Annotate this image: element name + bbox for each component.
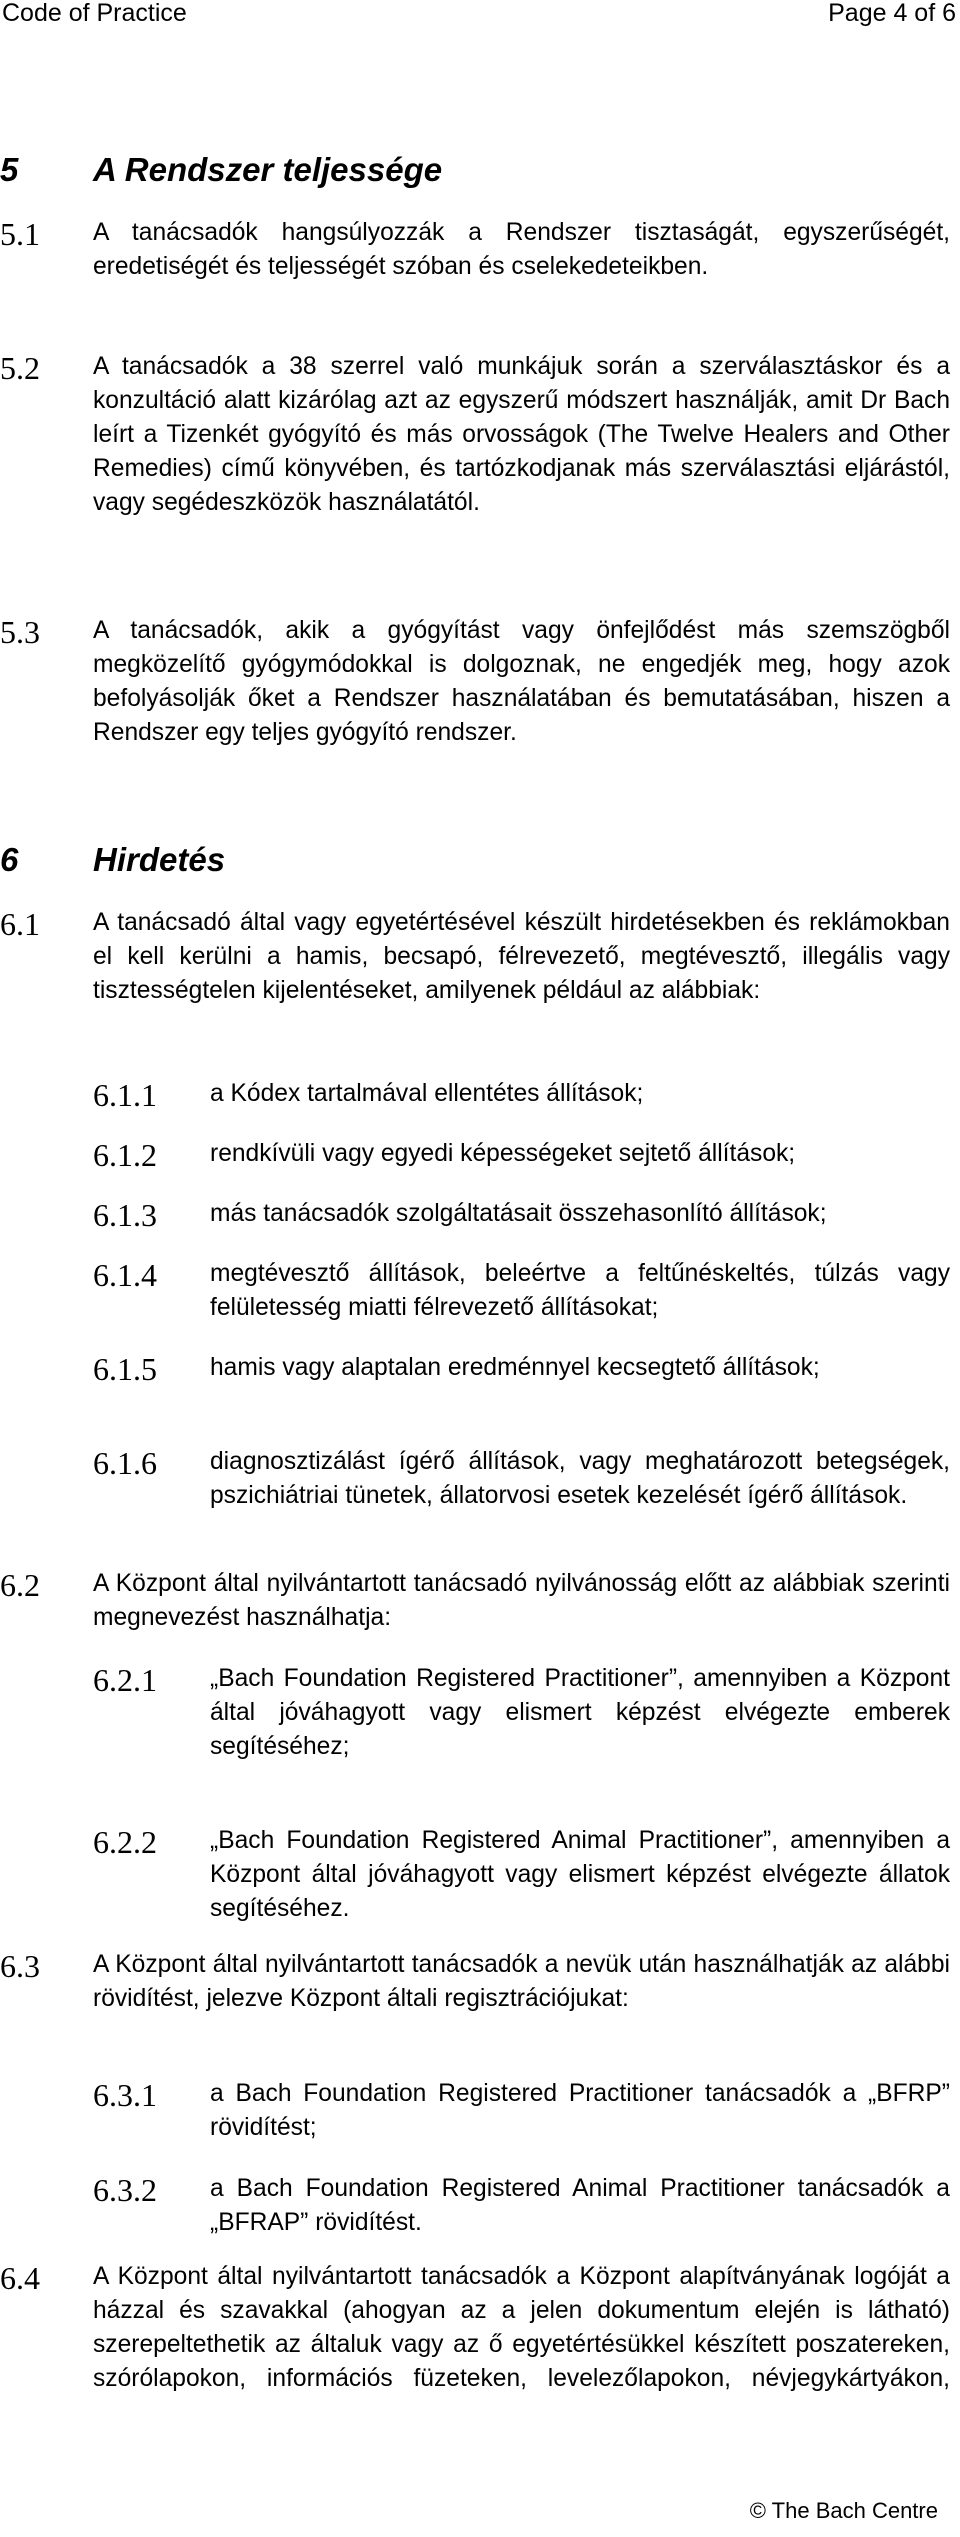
document-title: Code of Practice — [2, 0, 187, 27]
clause-6-3-text: A Központ által nyilvántartott tanácsadók a nevük után használhatják az alábbi rövidítést, jelezve Központ általi regisztrációjukat: — [93, 1951, 950, 2012]
clause-number-6-1: 6.1 — [0, 906, 40, 942]
clause-6-3-1-text: a Bach Foundation Registered Practitioner tanácsadók a „BFRP” rövidítést; — [210, 2080, 950, 2141]
clause-6-1-1-text: a Kódex tartalmával ellentétes állítások; — [210, 1080, 644, 1107]
section-title: A Rendszer teljessége — [93, 151, 443, 188]
clause-number-6-1-2: 6.1.2 — [93, 1137, 157, 1173]
clause-6-4-text: A Központ által nyilvántartott tanácsadók a Központ alapítványának logóját a házzal és szavakkal (ahogyan az a jelen dokumentum elején is látható) szerepeltethetik az általuk vagy az ő egyetértésükkel készített poszatereken, szórólapokon, információs füzeteken, levelezőlapokon, névjegykártyákon, — [93, 2263, 950, 2392]
section-number: 5 — [0, 151, 19, 188]
clause-6-2-text: A Központ által nyilvántartott tanácsadó nyilvánosság előtt az alábbiak szerinti megnevezést használhatja: — [93, 1570, 950, 1631]
clause-number-6-1-4: 6.1.4 — [93, 1257, 157, 1293]
clause-number-6-1-1: 6.1.1 — [93, 1077, 157, 1113]
clause-5-3-text: A tanácsadók, akik a gyógyítást vagy önfejlődést más szemszögből megközelítő gyógymódokkal is dolgoznak, ne engedjék meg, hogy azok befolyásolják őket a Rendszer használatában és bemutatásában, hiszen a Rendszer egy teljes gyógyító rendszer. — [93, 617, 950, 746]
page-number: Page 4 of 6 — [828, 0, 956, 27]
clause-number-5-2: 5.2 — [0, 350, 40, 386]
clause-number-6-2: 6.2 — [0, 1567, 40, 1603]
clause-number-6-2-2: 6.2.2 — [93, 1824, 157, 1860]
clause-6-1-2-text: rendkívüli vagy egyedi képességeket sejtető állítások; — [210, 1140, 796, 1167]
clause-number-5-3: 5.3 — [0, 614, 40, 650]
clause-number-6-1-3: 6.1.3 — [93, 1197, 157, 1233]
copyright-footer: © The Bach Centre — [749, 2498, 938, 2523]
clause-number-5-1: 5.1 — [0, 216, 40, 252]
clause-number-6-3-2: 6.3.2 — [93, 2172, 157, 2208]
clause-5-2-text: A tanácsadók a 38 szerrel való munkájuk során a szerválasztáskor és a konzultáció alatt kizárólag azt az egyszerű módszert használják, amit Dr Bach leírt a Tizenkét gyógyító és más orvosságok (The Twelve Healers and Other Remedies) című könyvében, és tartózkodjanak más szerválasztási eljárástól, vagy segédeszközök használatától. — [93, 353, 950, 516]
clause-6-1-3-text: más tanácsadók szolgáltatásait összehasonlító állítások; — [210, 1200, 827, 1227]
clause-6-1-4-text: megtévesztő állítások, beleértve a feltűnéskeltés, túlzás vagy felületesség miatti félrevezető állításokat; — [210, 1260, 950, 1321]
clause-number-6-3-1: 6.3.1 — [93, 2077, 157, 2113]
clause-number-6-1-5: 6.1.5 — [93, 1351, 157, 1387]
section-number: 6 — [0, 841, 19, 878]
section-title: Hirdetés — [93, 841, 226, 878]
clause-number-6-3: 6.3 — [0, 1948, 40, 1984]
clause-number-6-1-6: 6.1.6 — [93, 1445, 157, 1481]
clause-6-1-6-text: diagnosztizálást ígérő állítások, vagy meghatározott betegségek, pszichiátriai tünetek, állatorvosi esetek kezelését ígérő állítások. — [210, 1448, 950, 1509]
clause-6-3-2-text: a Bach Foundation Registered Animal Practitioner tanácsadók a „BFRAP” rövidítést. — [210, 2175, 950, 2236]
clause-6-2-2-text: „Bach Foundation Registered Animal Practitioner”, amennyiben a Központ által jóváhagyott vagy elismert képzést elvégezte állatok segítéséhez. — [210, 1827, 950, 1922]
clause-6-1-text: A tanácsadó által vagy egyetértésével készült hirdetésekben és reklámokban el kell kerülni a hamis, becsapó, félrevezető, megtévesztő, illegális vagy tisztességtelen kijelentéseket, amilyenek például az alábbiak: — [93, 909, 950, 1004]
page-header — [0, 0, 960, 34]
clause-6-2-1-text: „Bach Foundation Registered Practitioner”, amennyiben a Központ által jóváhagyott vagy elismert képzést elvégezte emberek segítéséhez; — [210, 1665, 950, 1760]
clause-5-1-text: A tanácsadók hangsúlyozzák a Rendszer tisztaságát, egyszerűségét, eredetiségét és teljességét szóban és cselekedeteikben. — [93, 219, 950, 280]
clause-number-6-2-1: 6.2.1 — [93, 1662, 157, 1698]
section-heading-6 — [0, 840, 225, 880]
section-heading-5 — [0, 150, 442, 190]
clause-number-6-4: 6.4 — [0, 2260, 40, 2296]
clause-6-1-5-text: hamis vagy alaptalan eredménnyel kecsegtető állítások; — [210, 1354, 820, 1381]
